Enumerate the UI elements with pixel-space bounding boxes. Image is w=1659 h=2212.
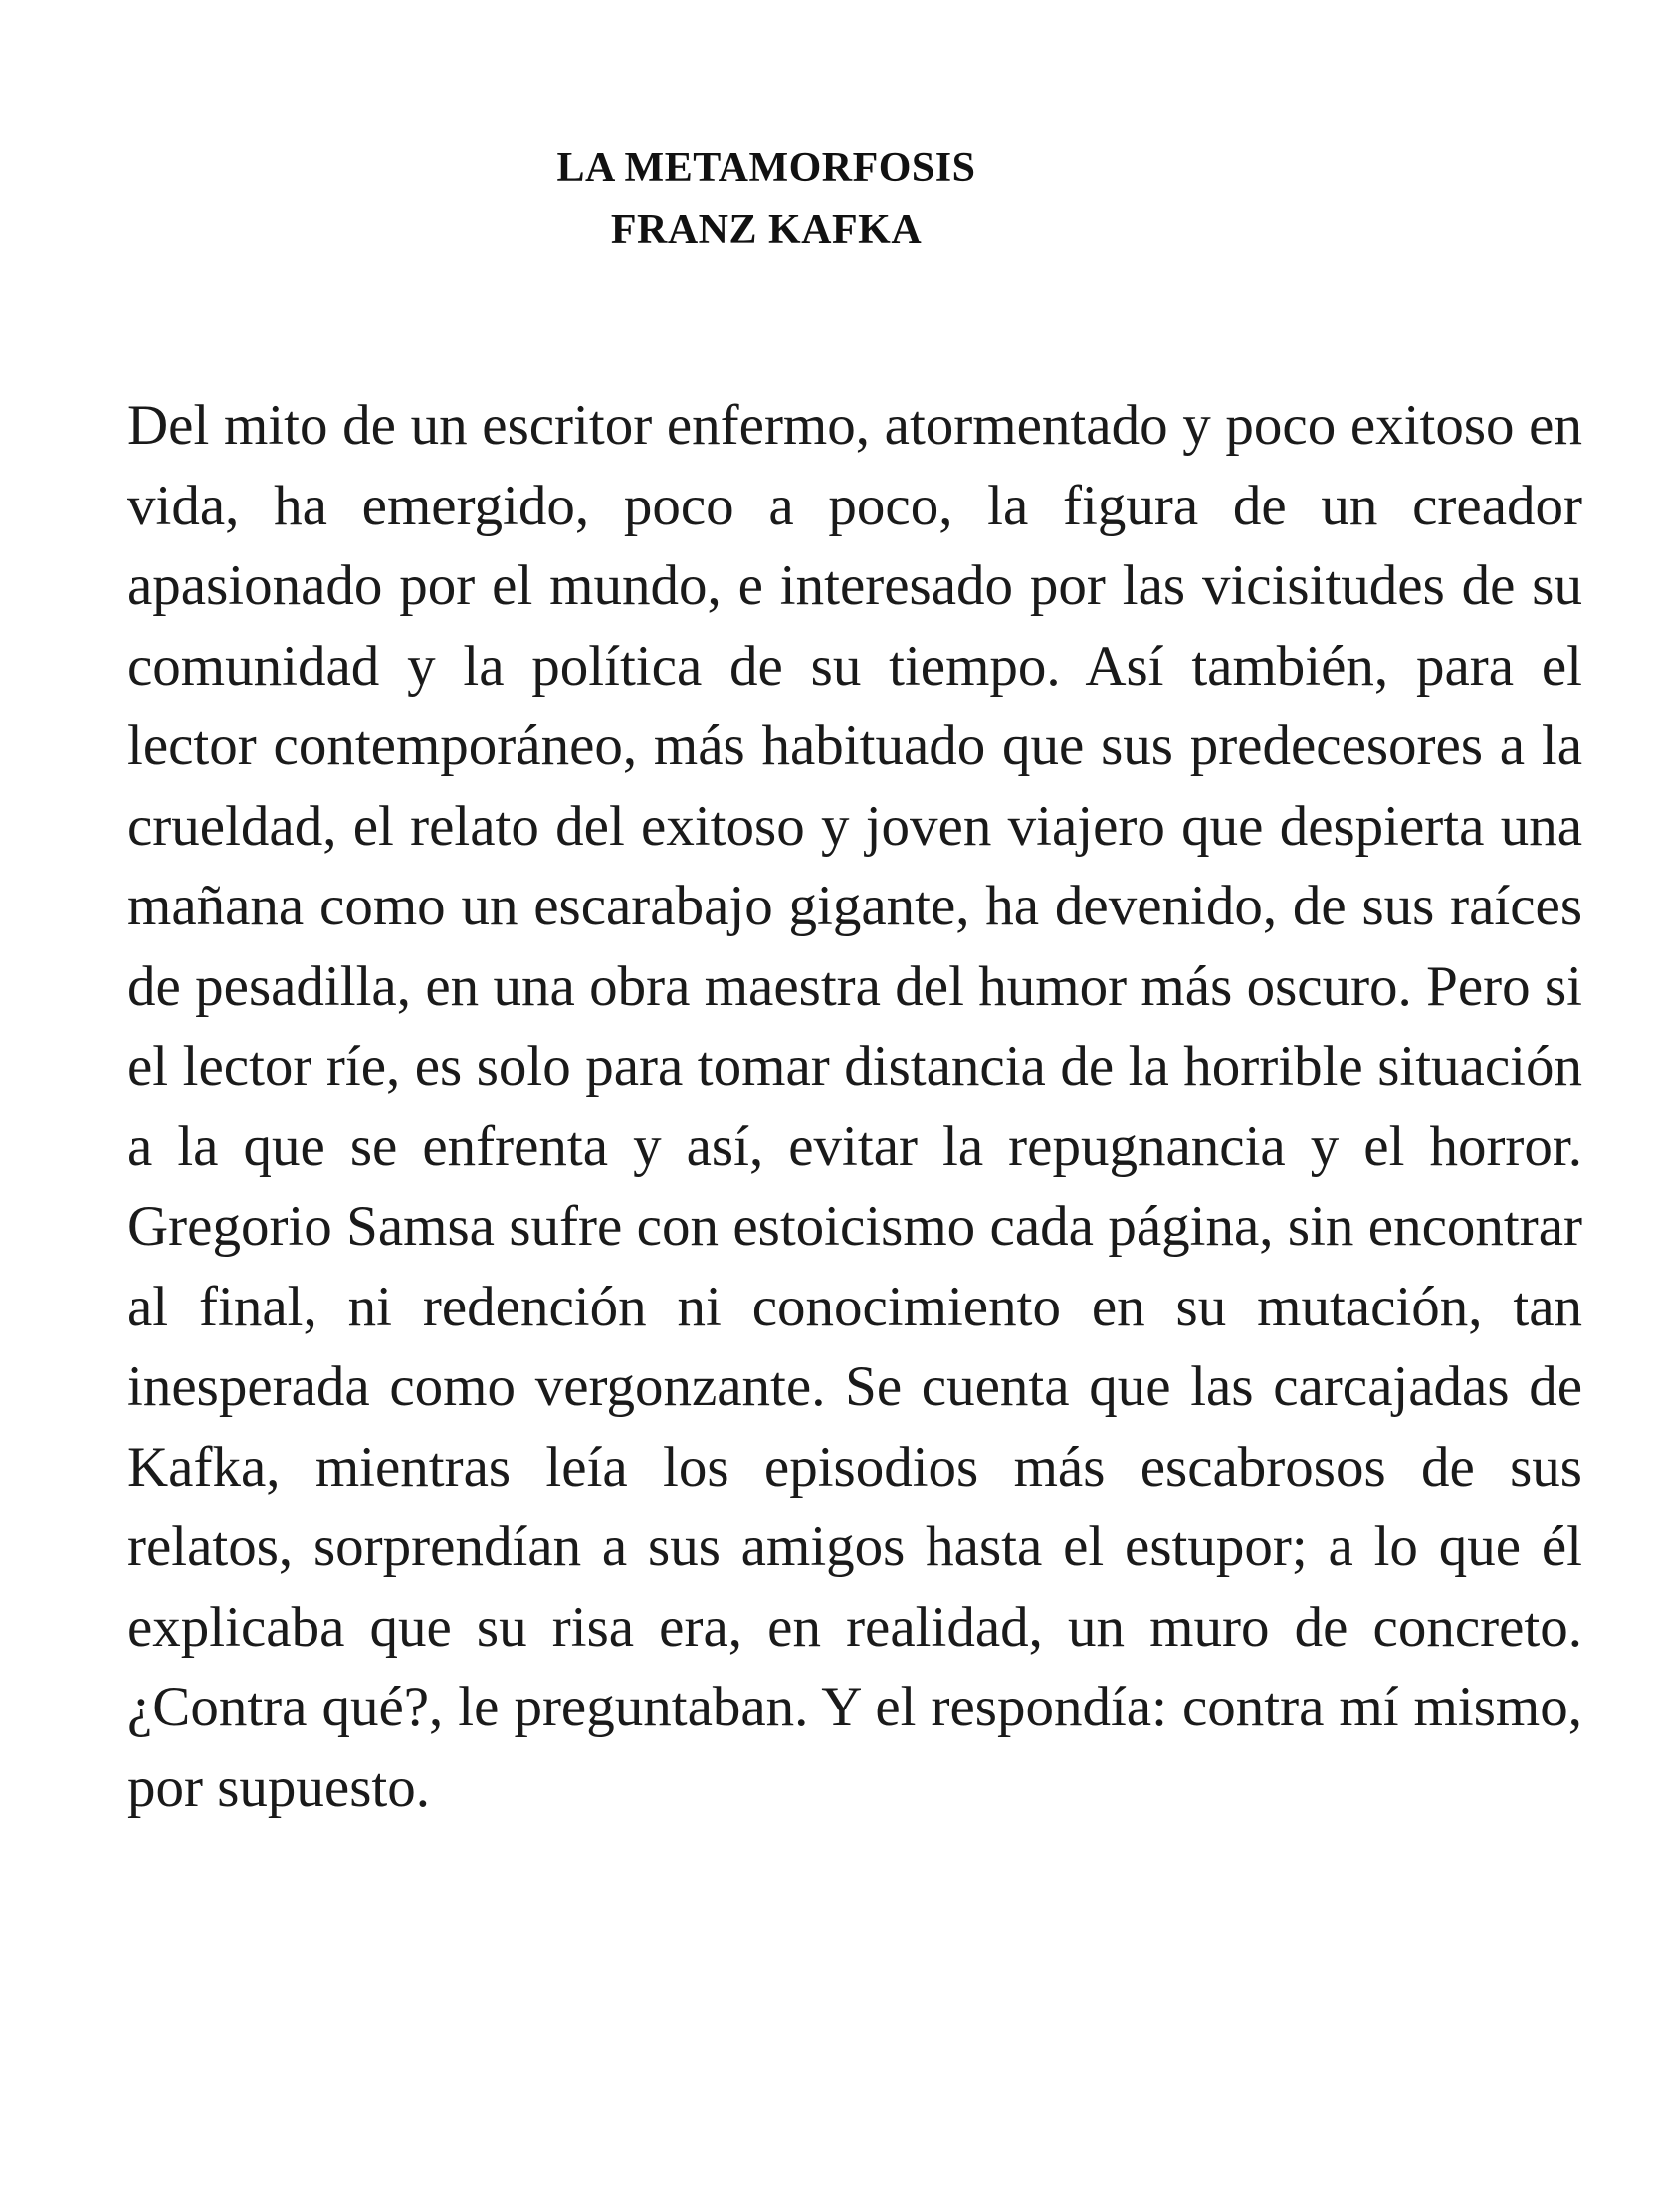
body-paragraph: Del mito de un escritor enfermo, atormentado y poco exitoso en vida, ha emergido, poco a poco, la figura de un creador apasionado por el mundo, e interesado por las vicisitudes de su comunidad y la política de su tiempo. Así también, para el lector contemporáneo, más habituado que sus predecesores a la crueldad, el relato del exitoso y joven viajero que despierta una mañana como un escarabajo gigante, ha devenido, de sus raíces de pesadilla, en una obra maestra del humor más oscuro. Pero si el lector ríe, es solo para tomar distancia de la horrible situación a la que se enfrenta y así, evitar la repugnancia y el horror. Gregorio Samsa sufre con estoicismo cada página, sin encontrar al final, ni redención ni conocimiento en su mutación, tan inesperada como vergonzante. Se cuenta que las carcajadas de Kafka, mientras leía los episodios más escabrosos de sus relatos, sorprendían a sus amigos hasta el estupor; a lo que él explicaba que su risa era, en realidad, un muro de concreto. ¿Contra qué?, le preguntaban. Y el respondía: contra mí mismo, por supuesto.	[127, 394, 1582, 1819]
document-header	[0, 137, 1533, 261]
book-author: FRANZ KAFKA	[610, 207, 923, 253]
book-title: LA METAMORFOSIS	[556, 145, 976, 191]
